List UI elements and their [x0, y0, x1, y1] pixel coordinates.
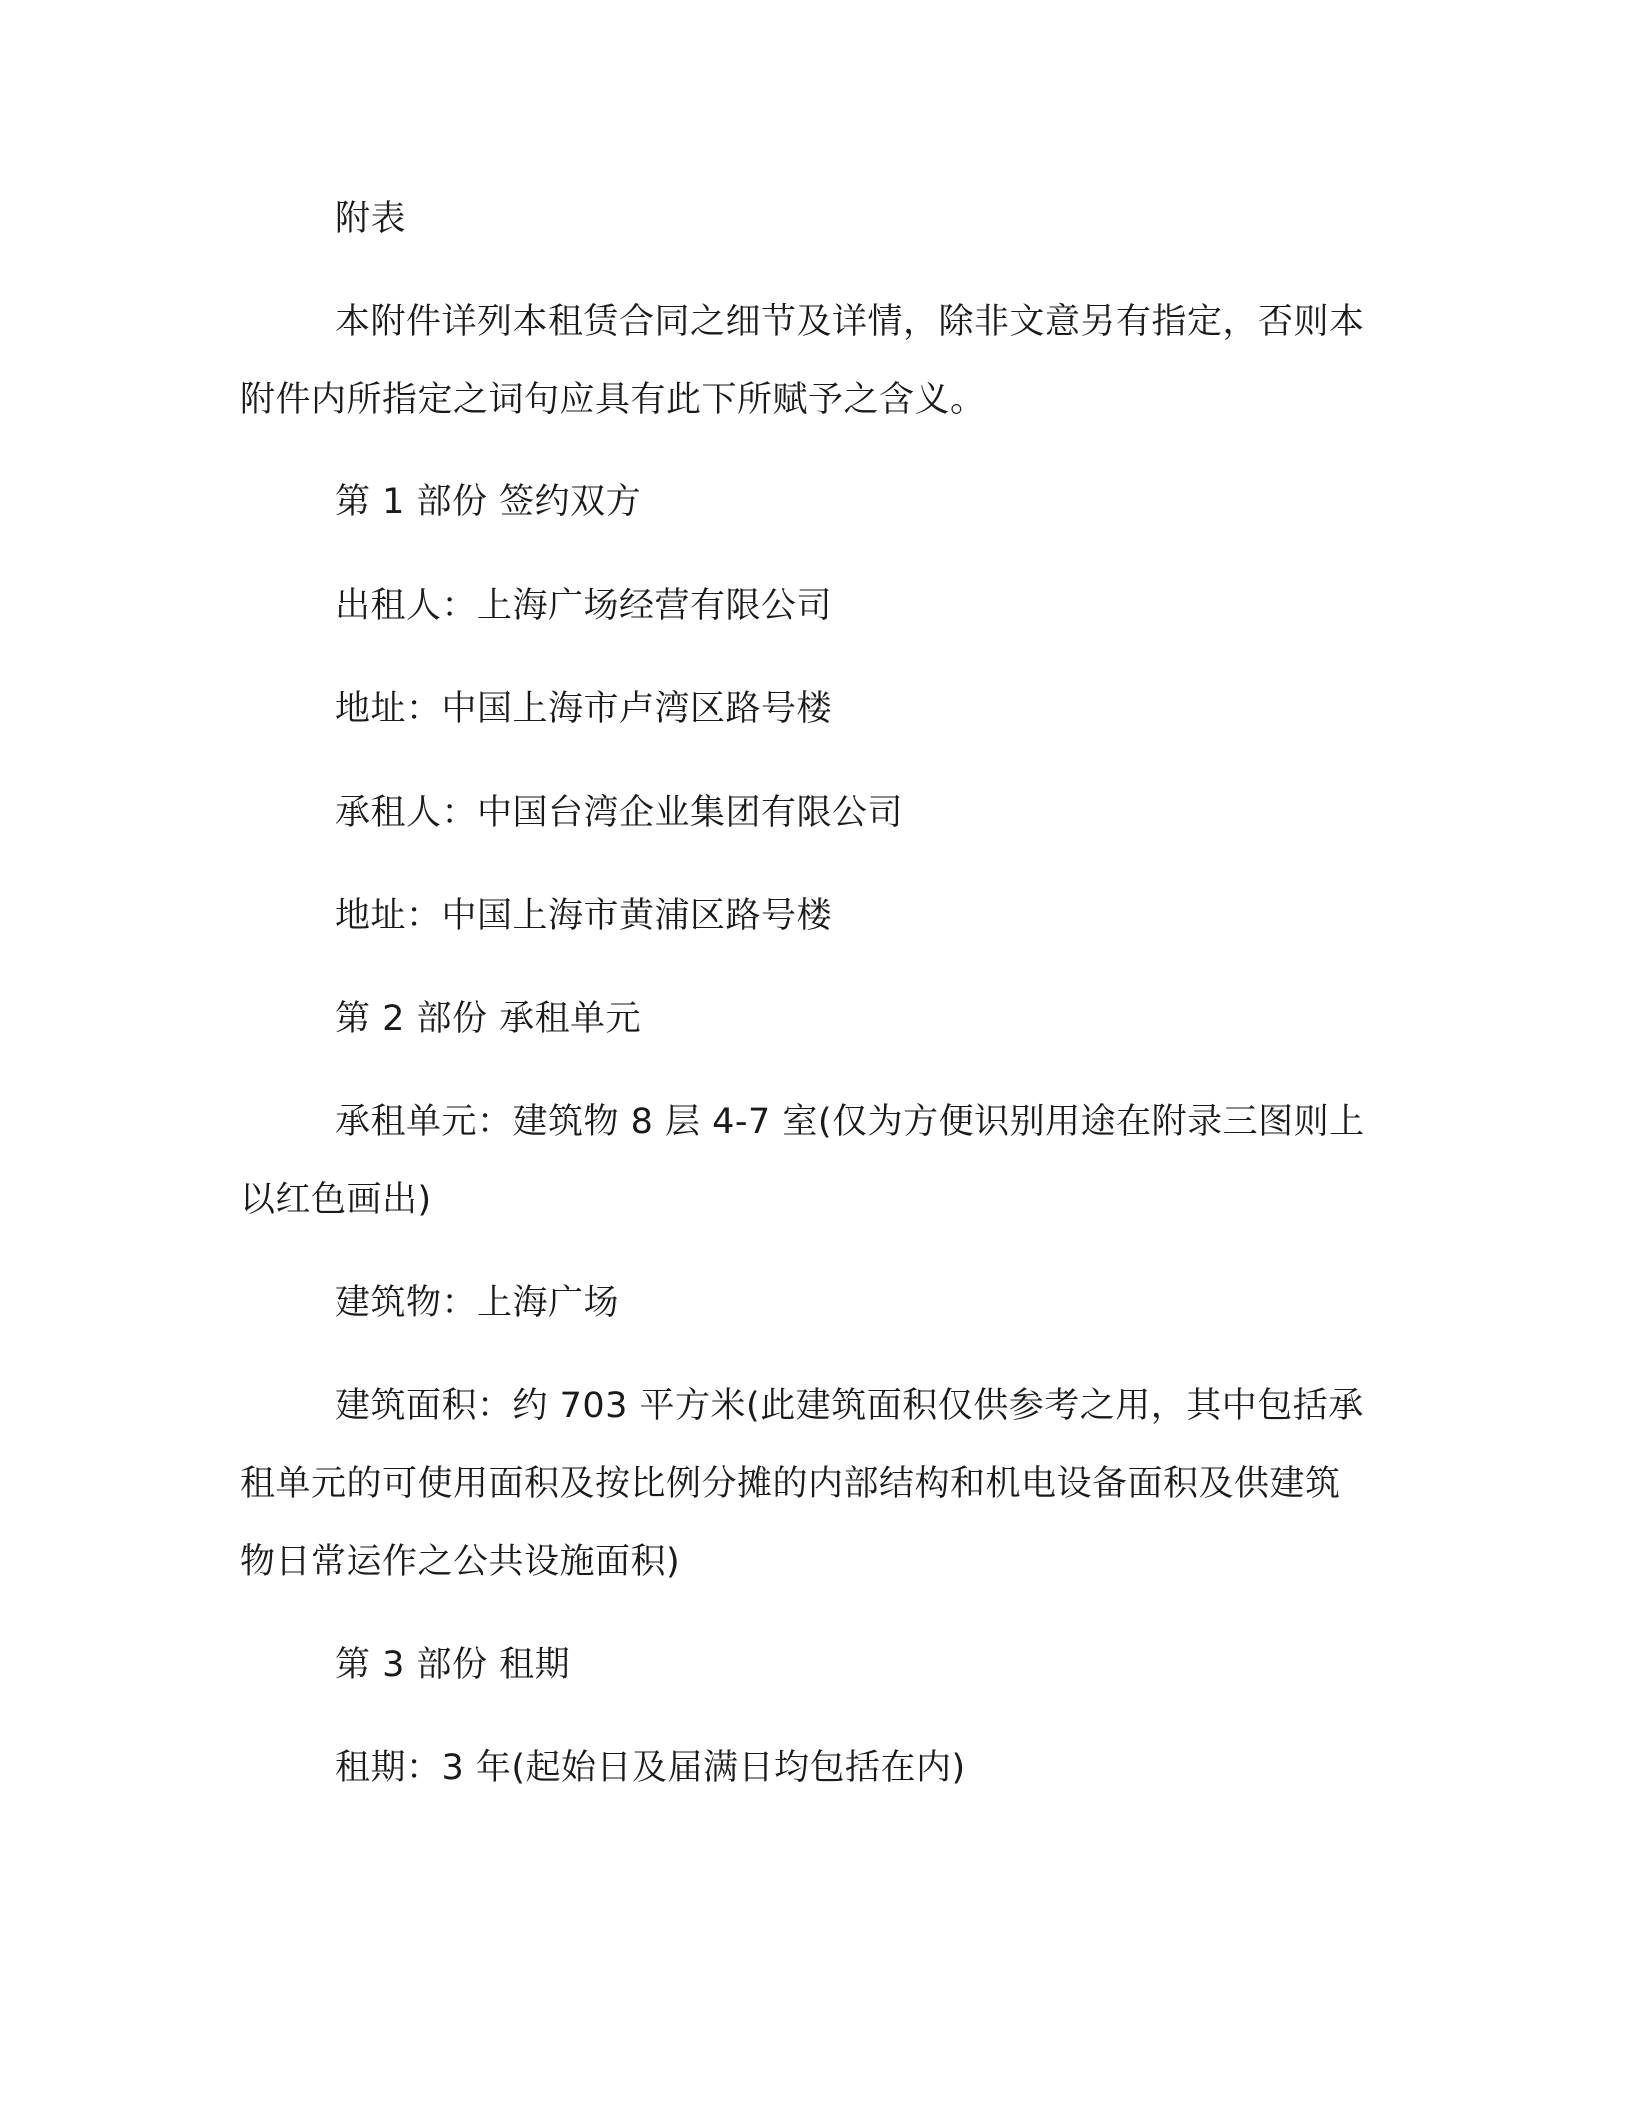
intro-paragraph: 本附件详列本租赁合同之细节及详情，除非文意另有指定，否则本附件内所指定之词句应具有此下所赋予之含义。: [240, 302, 1365, 420]
lessee-line: 承租人：中国台湾企业集团有限公司: [335, 793, 904, 833]
floor-area-paragraph: 建筑面积：约 703 平方米(此建筑面积仅供参考之用，其中包括承租单元的可使用面积及按比例分摊的内部结构和机电设备面积及供建筑物日常运作之公共设施面积): [240, 1386, 1364, 1582]
lessee-address-line: 地址：中国上海市黄浦区路号楼: [335, 896, 833, 936]
lessor-address-line: 地址：中国上海市卢湾区路号楼: [335, 689, 833, 729]
building-line: 建筑物：上海广场: [335, 1283, 620, 1323]
schedule-heading: 附表: [335, 199, 407, 239]
part-1-heading: 第 1 部份 签约双方: [335, 482, 642, 522]
lessor-line: 出租人：上海广场经营有限公司: [335, 586, 833, 626]
term-line: 租期：3 年(起始日及届满日均包括在内): [335, 1748, 966, 1788]
part-3-heading: 第 3 部份 租期: [335, 1645, 571, 1685]
part-2-heading: 第 2 部份 承租单元: [335, 999, 642, 1039]
leased-unit-paragraph: 承租单元：建筑物 8 层 4-7 室(仅为方便识别用途在附录三图则上以红色画出): [240, 1102, 1365, 1220]
